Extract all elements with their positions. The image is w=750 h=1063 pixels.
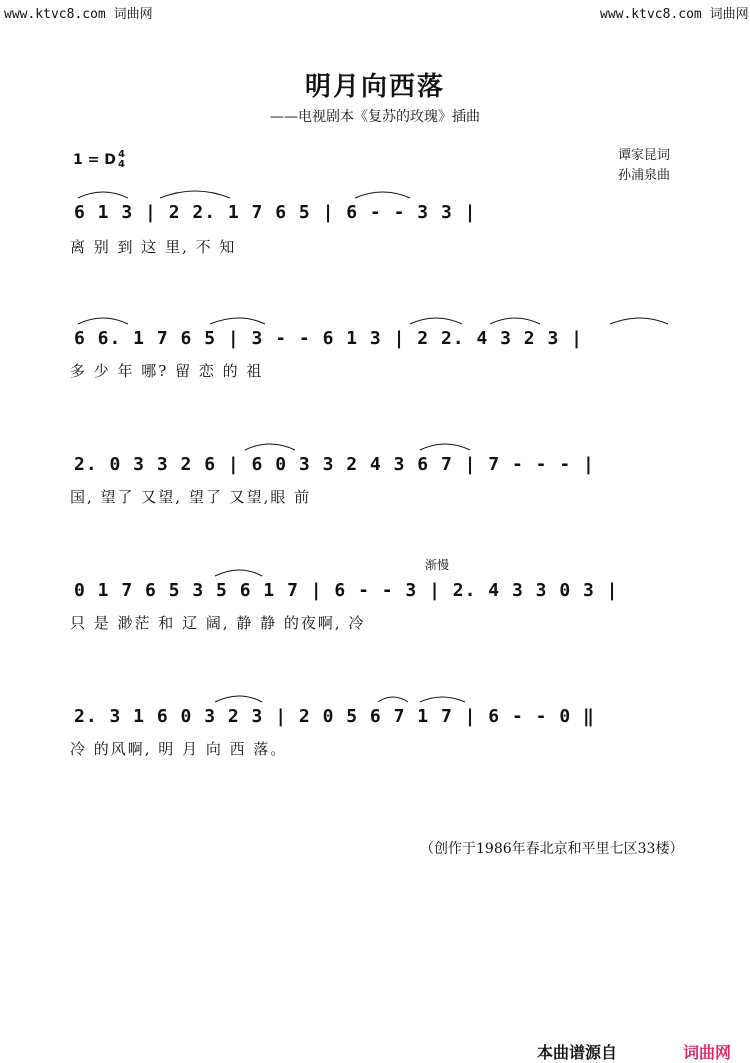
slur (78, 192, 128, 198)
notation-line-5: 2. 3 1 6 0 3 2 3 | 2 0 5 6 7 1 7 | 6 - - 0 ‖ (74, 706, 595, 727)
source-logo[interactable]: 词曲网 (683, 1043, 732, 1062)
slur (420, 697, 465, 702)
slur (378, 697, 408, 702)
lyrics-line-2: 多 少 年 哪? 留 恋 的 祖 (70, 362, 264, 380)
song-subtitle: ——电视剧本《复苏的玫瑰》插曲 (270, 109, 480, 125)
composition-note: （创作于1986年春北京和平里七区33楼） (420, 841, 684, 857)
song-title: 明月向西落 (304, 72, 445, 102)
slur (410, 318, 462, 324)
notation-line-1: 6 1 3 | 2 2. 1 7 6 5 | 6 - - 3 3 | (74, 202, 477, 223)
slur (215, 696, 262, 702)
lyricist-credit: 谭家昆词 (618, 148, 671, 163)
source-label: 本曲谱源自 (537, 1043, 618, 1062)
lyrics-line-4: 只 是 渺茫 和 辽 阔, 静 静 的夜啊, 冷 (70, 614, 366, 632)
lyrics-line-5: 冷 的风啊, 明 月 向 西 落。 (70, 740, 288, 758)
notation-line-4: 0 1 7 6 5 3 5 6 1 7 | 6 - - 3 | 2. 4 3 3 0 3 | (74, 580, 619, 601)
key-signature: 1 = D (73, 152, 116, 168)
slur (245, 444, 295, 450)
slur (210, 318, 265, 324)
composer-credit: 孙浦泉曲 (618, 168, 671, 183)
slur (355, 192, 410, 198)
notation-line-2: 6 6. 1 7 6 5 | 3 - - 6 1 3 | 2 2. 4 3 2 3 | (74, 328, 583, 349)
site-watermark-left: www.ktvc8.com 词曲网 (4, 7, 153, 22)
notation-line-3: 2. 0 3 3 2 6 | 6 0 3 3 2 4 3 6 7 | 7 - - - | (74, 454, 595, 475)
slur (420, 444, 470, 450)
slur (78, 318, 128, 324)
tempo-marking: 渐慢 (425, 558, 450, 572)
time-signature-top: 4 (118, 149, 125, 160)
slur (215, 570, 262, 576)
time-signature-bottom: 4 (118, 159, 125, 170)
slur (490, 318, 540, 324)
lyrics-line-3: 国, 望了 又望, 望了 又望,眼 前 (70, 488, 312, 506)
slur (610, 318, 668, 324)
slur (160, 191, 230, 198)
site-watermark-right: www.ktvc8.com 词曲网 (600, 7, 749, 22)
lyrics-line-1: 离 别 到 这 里, 不 知 (70, 238, 237, 256)
